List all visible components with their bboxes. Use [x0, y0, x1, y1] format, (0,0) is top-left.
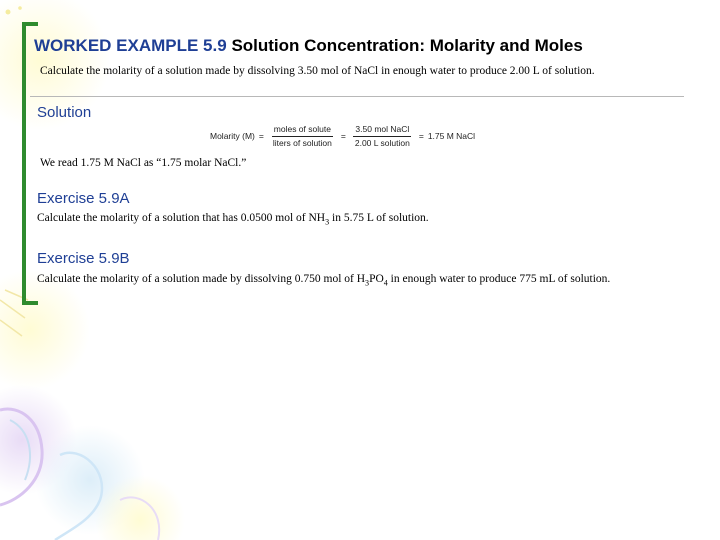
formula-lhs: Molarity (M): [210, 131, 255, 141]
fraction-numerator: moles of solute: [272, 124, 333, 137]
solution-heading: Solution: [37, 104, 92, 121]
solution-note: We read 1.75 M NaCl as “1.75 molar NaCl.”: [40, 157, 247, 169]
divider: [30, 96, 684, 97]
formula-fraction-definition: [271, 124, 334, 149]
exercise-a-subscript: 3: [325, 217, 330, 227]
exercise-b-formula-mid: PO: [369, 273, 384, 285]
exercise-a-text: [37, 212, 429, 226]
molarity-formula: [210, 122, 475, 150]
page-title: [34, 36, 583, 56]
formula-result: 1.75 M NaCl: [427, 131, 476, 141]
equals-sign: =: [340, 131, 346, 141]
fraction-denominator: 2.00 L solution: [354, 137, 410, 148]
equals-sign: =: [418, 131, 424, 141]
worked-example-title: Solution Concentration: Molarity and Moles: [231, 36, 583, 55]
fraction-denominator: liters of solution: [272, 137, 332, 148]
exercise-b-subscript-2: 4: [383, 278, 388, 288]
exercise-b-text-post: in enough water to produce 775 mL of solution.: [387, 273, 611, 285]
equals-sign: =: [258, 131, 264, 141]
exercise-b-heading: Exercise 5.9B: [37, 250, 130, 267]
exercise-a-heading: Exercise 5.9A: [37, 190, 130, 207]
fraction-numerator: 3.50 mol NaCl: [353, 124, 411, 137]
exercise-a-text-post: in 5.75 L of solution.: [329, 212, 429, 224]
worked-example-label: WORKED EXAMPLE 5.9: [34, 36, 227, 55]
exercise-b-subscript-1: 3: [365, 278, 370, 288]
exercise-b-text-pre: Calculate the molarity of a solution made by dissolving 0.750 mol of H: [37, 273, 366, 285]
exercise-b-text: [37, 273, 610, 287]
formula-fraction-values: [353, 124, 412, 149]
exercise-a-text-pre: Calculate the molarity of a solution that has 0.0500 mol of NH: [37, 212, 326, 224]
problem-statement: Calculate the molarity of a solution made by dissolving 3.50 mol of NaCl in enough water to produce 2.00 L of solution.: [40, 65, 595, 77]
